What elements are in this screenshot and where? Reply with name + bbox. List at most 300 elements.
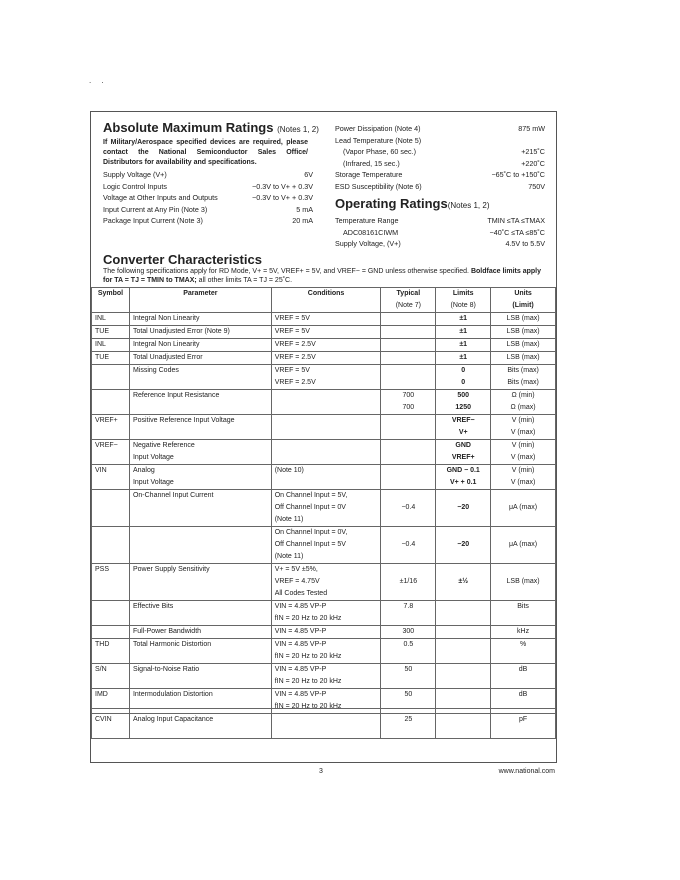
conditions-line: Off Channel Input = 0V (274, 504, 346, 511)
cell-typical (381, 639, 436, 664)
parameter-line: Reference Input Resistance (132, 392, 220, 399)
table-row (92, 326, 556, 339)
units-line: V (max) (510, 454, 536, 461)
units-line: kHz (517, 628, 530, 635)
cell-units (491, 440, 556, 465)
desc-bold: Boldface limits apply for TA = TJ = TMIN to TMAX; (103, 268, 541, 284)
conditions-line: On Channel Input = 0V, (274, 529, 348, 536)
rating-label: Storage Temperature (335, 170, 403, 179)
rating-value: +220˚C (521, 158, 545, 168)
cell-symbol: INL (92, 313, 130, 326)
cell-units (491, 626, 556, 639)
cell-limits (436, 390, 491, 415)
rating-row (103, 193, 313, 205)
limits-line: V+ + 0.1 (449, 479, 477, 486)
typical-line (384, 427, 432, 439)
cell-limits (436, 339, 491, 352)
parameter-line: Analog Input Capacitance (132, 716, 214, 723)
footer-url: www.national.com (498, 768, 555, 775)
table-row (92, 415, 556, 440)
rating-label: Package Input Current (Note 3) (103, 216, 203, 225)
conditions-line: V+ = 5V ±5%, (274, 566, 318, 573)
conditions-line (275, 714, 378, 726)
rating-label: ESD Susceptibility (Note 6) (335, 181, 422, 191)
cell-typical (381, 490, 436, 527)
typical-line (384, 377, 432, 389)
cell-limits (436, 601, 491, 626)
units-line: LSB (max) (506, 354, 540, 361)
units-line (494, 701, 552, 713)
limits-line (439, 564, 487, 576)
limits-line: VREF− (451, 417, 475, 424)
conditions-line: fIN = 20 Hz to 20 kHz (274, 703, 342, 710)
cell-parameter (129, 465, 271, 490)
typical-line: 7.8 (403, 603, 414, 610)
typical-line (384, 527, 432, 539)
table-row (92, 626, 556, 639)
cell-limits (436, 564, 491, 601)
limits-line (439, 651, 487, 663)
cell-units (491, 490, 556, 527)
parameter-line: Analog (132, 467, 155, 474)
cell-symbol (92, 626, 130, 639)
units-line (494, 726, 552, 738)
limits-line (439, 676, 487, 688)
table-row (92, 564, 556, 601)
units-line: μA (max) (508, 541, 538, 548)
conditions-line: VREF = 5V (274, 367, 310, 374)
rating-row (335, 228, 545, 240)
table-row (92, 527, 556, 564)
converter-characteristics-description (103, 267, 543, 285)
parameter-line: Power Supply Sensitivity (132, 566, 210, 573)
typical-line: 50 (404, 666, 413, 673)
cell-parameter (129, 664, 271, 689)
cell-typical (381, 390, 436, 415)
cell-conditions (271, 465, 381, 490)
cell-symbol: TUE (92, 352, 130, 365)
cell-conditions (271, 639, 381, 664)
table-bottom-rule (91, 708, 556, 709)
conditions-line: VIN = 4.85 VP-P (274, 666, 327, 673)
units-line: Bits (517, 603, 529, 610)
header-parameter: Parameter (129, 288, 271, 313)
conditions-line (275, 440, 378, 452)
units-line (494, 676, 552, 688)
rating-value: 750V (528, 181, 545, 191)
units-line (494, 564, 552, 576)
table-row (92, 714, 556, 739)
units-line: LSB (max) (506, 578, 540, 585)
limits-line (439, 714, 487, 726)
parameter-line: Total Harmonic Distortion (132, 641, 212, 648)
cell-limits (436, 313, 491, 326)
limits-line: 500 (457, 392, 470, 399)
rating-row (335, 124, 545, 136)
limits-line: ±1 (459, 354, 468, 361)
rating-value: 5 mA (296, 204, 313, 214)
typical-line: −0.4 (401, 541, 416, 548)
units-line: V (max) (510, 479, 536, 486)
cell-symbol (92, 490, 130, 527)
limits-line: GND (455, 442, 471, 449)
cell-parameter (129, 415, 271, 440)
conditions-line: fIN = 20 Hz to 20 kHz (274, 615, 342, 622)
subheader-limits: (Note 8) (436, 300, 491, 313)
cell-typical (381, 326, 436, 339)
limits-line (439, 689, 487, 701)
rating-row (335, 216, 545, 228)
limits-line: ±½ (458, 578, 469, 585)
conditions-line: On Channel Input = 5V, (274, 492, 348, 499)
header-limits: Limits (436, 288, 491, 301)
limits-line: −20 (457, 541, 470, 548)
typical-line: ±1/16 (399, 578, 418, 585)
table-body (92, 313, 556, 739)
table-row (92, 313, 556, 326)
parameter-line: Intermodulation Distortion (132, 691, 213, 698)
subheader-typical: (Note 7) (381, 300, 436, 313)
cell-units (491, 601, 556, 626)
typical-line (384, 514, 432, 526)
limits-line (439, 490, 487, 502)
rating-value: −0.3V to V+ + 0.3V (252, 181, 313, 191)
cell-units (491, 390, 556, 415)
desc-normal: The following specifications apply for RD Mode, V+ = 5V, VREF+ = 5V, and VREF− = GND unless otherwise specified. (103, 268, 470, 275)
typical-line: −0.4 (401, 504, 416, 511)
rating-label: Supply Voltage (V+) (103, 170, 167, 179)
parameter-line: Total Unadjusted Error (132, 354, 203, 361)
cell-limits (436, 326, 491, 339)
top-marks: . . (89, 76, 108, 85)
cell-typical (381, 365, 436, 390)
cell-typical (381, 714, 436, 739)
converter-characteristics-table (91, 287, 556, 739)
rating-row (335, 159, 545, 171)
conditions-line: VREF = 2.5V (274, 354, 316, 361)
cell-typical (381, 527, 436, 564)
cell-typical (381, 689, 436, 714)
parameter-line: On-Channel Input Current (132, 492, 214, 499)
typical-line (384, 551, 432, 563)
typical-line (384, 564, 432, 576)
cell-typical (381, 664, 436, 689)
conditions-line: VREF = 5V (274, 315, 310, 322)
cell-conditions (271, 326, 381, 339)
typical-line (384, 313, 432, 325)
table-row (92, 352, 556, 365)
limits-line: VREF+ (451, 454, 475, 461)
cell-limits (436, 626, 491, 639)
rating-row (335, 170, 545, 182)
cell-symbol: TUE (92, 326, 130, 339)
limits-line: 0 (461, 367, 466, 374)
table-row (92, 639, 556, 664)
typical-line (384, 352, 432, 364)
cell-parameter (129, 564, 271, 601)
rating-label: (Vapor Phase, 60 sec.) (343, 147, 416, 156)
cell-limits (436, 689, 491, 714)
cell-limits (436, 352, 491, 365)
typical-line (384, 452, 432, 464)
conditions-line (275, 427, 378, 439)
header-units: Units (491, 288, 556, 301)
rating-label: Power Dissipation (Note 4) (335, 124, 421, 133)
limits-line (439, 664, 487, 676)
cell-parameter (129, 313, 271, 326)
cell-typical (381, 339, 436, 352)
conditions-line (275, 390, 378, 402)
conditions-line (275, 477, 378, 489)
conditions-line (275, 415, 378, 427)
conditions-line: All Codes Tested (274, 590, 328, 597)
rating-label: Voltage at Other Inputs and Outputs (103, 193, 218, 202)
cell-conditions (271, 339, 381, 352)
typical-line (384, 701, 432, 713)
cell-units (491, 465, 556, 490)
units-line (494, 588, 552, 600)
cell-parameter (129, 365, 271, 390)
rating-value: −0.3V to V+ + 0.3V (252, 193, 313, 202)
units-line: V (min) (511, 417, 535, 424)
typical-line (384, 326, 432, 338)
units-line: % (519, 641, 527, 648)
rating-label: Temperature Range (335, 216, 399, 225)
operating-ratings-title (335, 196, 489, 211)
units-line: Ω (min) (511, 392, 535, 399)
cell-symbol: VIN (92, 465, 130, 490)
limits-line (439, 527, 487, 539)
cell-units (491, 714, 556, 739)
rating-value: 875 mW (518, 124, 545, 133)
cell-parameter (129, 490, 271, 527)
units-line: Bits (max) (507, 367, 539, 374)
conditions-line: (Note 10) (274, 467, 304, 474)
conditions-line (275, 726, 378, 738)
typical-line: 700 (402, 404, 415, 411)
units-line: V (max) (510, 429, 536, 436)
parameter-line: Effective Bits (132, 603, 174, 610)
typical-line: 700 (402, 392, 415, 399)
cell-units (491, 339, 556, 352)
cell-units (491, 564, 556, 601)
cell-units (491, 352, 556, 365)
table-header-row (92, 288, 556, 301)
rating-row (103, 170, 313, 182)
table-row (92, 490, 556, 527)
cell-symbol (92, 601, 130, 626)
typical-line (384, 365, 432, 377)
limits-line (439, 639, 487, 651)
parameter-line: Negative Reference (132, 442, 195, 449)
units-line: dB (518, 691, 528, 698)
cell-symbol: THD (92, 639, 130, 664)
limits-line: GND − 0.1 (446, 467, 480, 474)
limits-line: V+ (458, 429, 468, 436)
cell-limits (436, 527, 491, 564)
page-number: 3 (319, 768, 323, 775)
cell-limits (436, 490, 491, 527)
rating-row (103, 182, 313, 194)
rating-row (335, 239, 545, 251)
typical-line: 300 (402, 628, 415, 635)
limits-line (439, 613, 487, 625)
conditions-line: fIN = 20 Hz to 20 kHz (274, 653, 342, 660)
header-symbol: Symbol (92, 288, 130, 313)
rating-label: (Infrared, 15 sec.) (343, 158, 400, 168)
units-line: μA (max) (508, 504, 538, 511)
limits-line (439, 626, 487, 638)
parameter-line: Total Unadjusted Error (Note 9) (132, 328, 230, 335)
parameter-line (133, 527, 268, 539)
cell-parameter (129, 527, 271, 564)
limits-line: −20 (457, 504, 470, 511)
parameter-line: Input Voltage (132, 479, 174, 486)
limits-line: ±1 (459, 315, 468, 322)
cell-parameter (129, 326, 271, 339)
cell-limits (436, 639, 491, 664)
conditions-line: VIN = 4.85 VP-P (274, 691, 327, 698)
rating-value: 4.5V to 5.5V (505, 239, 545, 248)
rating-row (103, 216, 313, 228)
units-line: V (min) (511, 467, 535, 474)
operating-ratings-list (335, 216, 545, 251)
typical-line: 50 (404, 691, 413, 698)
operating-ratings-notes: (Notes 1, 2) (447, 201, 490, 210)
limits-line (439, 551, 487, 563)
units-line: dB (518, 666, 528, 673)
cell-limits (436, 440, 491, 465)
cell-conditions (271, 440, 381, 465)
conditions-line: VREF = 2.5V (274, 379, 316, 386)
units-line: LSB (max) (506, 315, 540, 322)
operating-ratings-title-text: Operating Ratings (335, 196, 448, 211)
limits-line (439, 726, 487, 738)
rating-value: −65˚C to +150˚C (491, 170, 545, 179)
cell-typical (381, 564, 436, 601)
conditions-line: (Note 11) (274, 516, 304, 523)
conditions-line: VIN = 4.85 VP-P (274, 603, 327, 610)
conditions-line: fIN = 20 Hz to 20 kHz (274, 678, 342, 685)
cell-conditions (271, 689, 381, 714)
limits-line: ±1 (459, 328, 468, 335)
cell-units (491, 313, 556, 326)
units-line (494, 651, 552, 663)
parameter-line: Integral Non Linearity (132, 315, 200, 322)
rating-row (335, 182, 545, 194)
cell-typical (381, 352, 436, 365)
typical-line (384, 440, 432, 452)
conditions-line: (Note 11) (274, 553, 304, 560)
cell-conditions (271, 664, 381, 689)
rating-label: Input Current at Any Pin (Note 3) (103, 204, 208, 214)
rating-label: Lead Temperature (Note 5) (335, 135, 422, 145)
desc-tail: all other limits TA = TJ = 25˚C. (198, 277, 293, 284)
limits-line (439, 701, 487, 713)
units-line (494, 490, 552, 502)
conditions-line: VREF = 2.5V (274, 341, 316, 348)
military-note: If Military/Aerospace specified devices are required, please contact the National Semiconductor Sales Office/ Distributors for availability and specifications. (103, 139, 308, 166)
cell-conditions (271, 352, 381, 365)
rating-label: Logic Control Inputs (103, 181, 167, 191)
header-conditions: Conditions (271, 288, 381, 313)
limits-line (439, 601, 487, 613)
units-line (494, 527, 552, 539)
cell-parameter (129, 689, 271, 714)
limits-line (439, 588, 487, 600)
cell-conditions (271, 601, 381, 626)
limits-line: 1250 (455, 404, 471, 411)
rating-value: −40˚C ≤TA ≤85˚C (489, 227, 545, 237)
units-line: LSB (max) (506, 328, 540, 335)
cell-units (491, 527, 556, 564)
cell-units (491, 689, 556, 714)
rating-label: Supply Voltage, (V+) (335, 239, 401, 248)
subheader-units: (Limit) (491, 300, 556, 313)
typical-line (384, 339, 432, 351)
cell-typical (381, 626, 436, 639)
typical-line: 25 (404, 716, 413, 723)
table-row (92, 465, 556, 490)
table-row (92, 339, 556, 352)
cell-typical (381, 415, 436, 440)
cell-typical (381, 440, 436, 465)
cell-limits (436, 714, 491, 739)
table-row (92, 601, 556, 626)
units-line: Bits (max) (507, 379, 539, 386)
parameter-line: Full-Power Bandwidth (132, 628, 202, 635)
conditions-line (275, 452, 378, 464)
datasheet-frame (90, 111, 557, 763)
rating-label: ADC08161CIWM (343, 227, 399, 237)
cell-conditions (271, 415, 381, 440)
table-row (92, 440, 556, 465)
conditions-line: VREF = 5V (274, 328, 310, 335)
conditions-line (275, 402, 378, 414)
abs-max-left-list (103, 170, 313, 228)
units-line (494, 613, 552, 625)
cell-limits (436, 664, 491, 689)
cell-parameter (129, 352, 271, 365)
limits-line: 0 (461, 379, 466, 386)
rating-row (335, 147, 545, 159)
cell-conditions (271, 527, 381, 564)
cell-symbol: S/N (92, 664, 130, 689)
cell-conditions (271, 626, 381, 639)
cell-parameter (129, 390, 271, 415)
table-row (92, 689, 556, 714)
typical-line (384, 477, 432, 489)
typical-line (384, 676, 432, 688)
rating-value: 6V (304, 170, 313, 179)
units-line (494, 551, 552, 563)
cell-symbol: PSS (92, 564, 130, 601)
parameter-line: Missing Codes (132, 367, 179, 374)
cell-limits (436, 365, 491, 390)
cell-limits (436, 415, 491, 440)
rating-value: +215˚C (521, 147, 545, 156)
converter-characteristics-title: Converter Characteristics (103, 252, 262, 267)
parameter-line: Input Voltage (132, 454, 174, 461)
cell-symbol (92, 527, 130, 564)
header-typical: Typical (381, 288, 436, 301)
cell-parameter (129, 626, 271, 639)
cell-symbol: CVIN (92, 714, 130, 739)
cell-conditions (271, 564, 381, 601)
cell-symbol: VREF− (92, 440, 130, 465)
typical-line (384, 726, 432, 738)
typical-line (384, 415, 432, 427)
